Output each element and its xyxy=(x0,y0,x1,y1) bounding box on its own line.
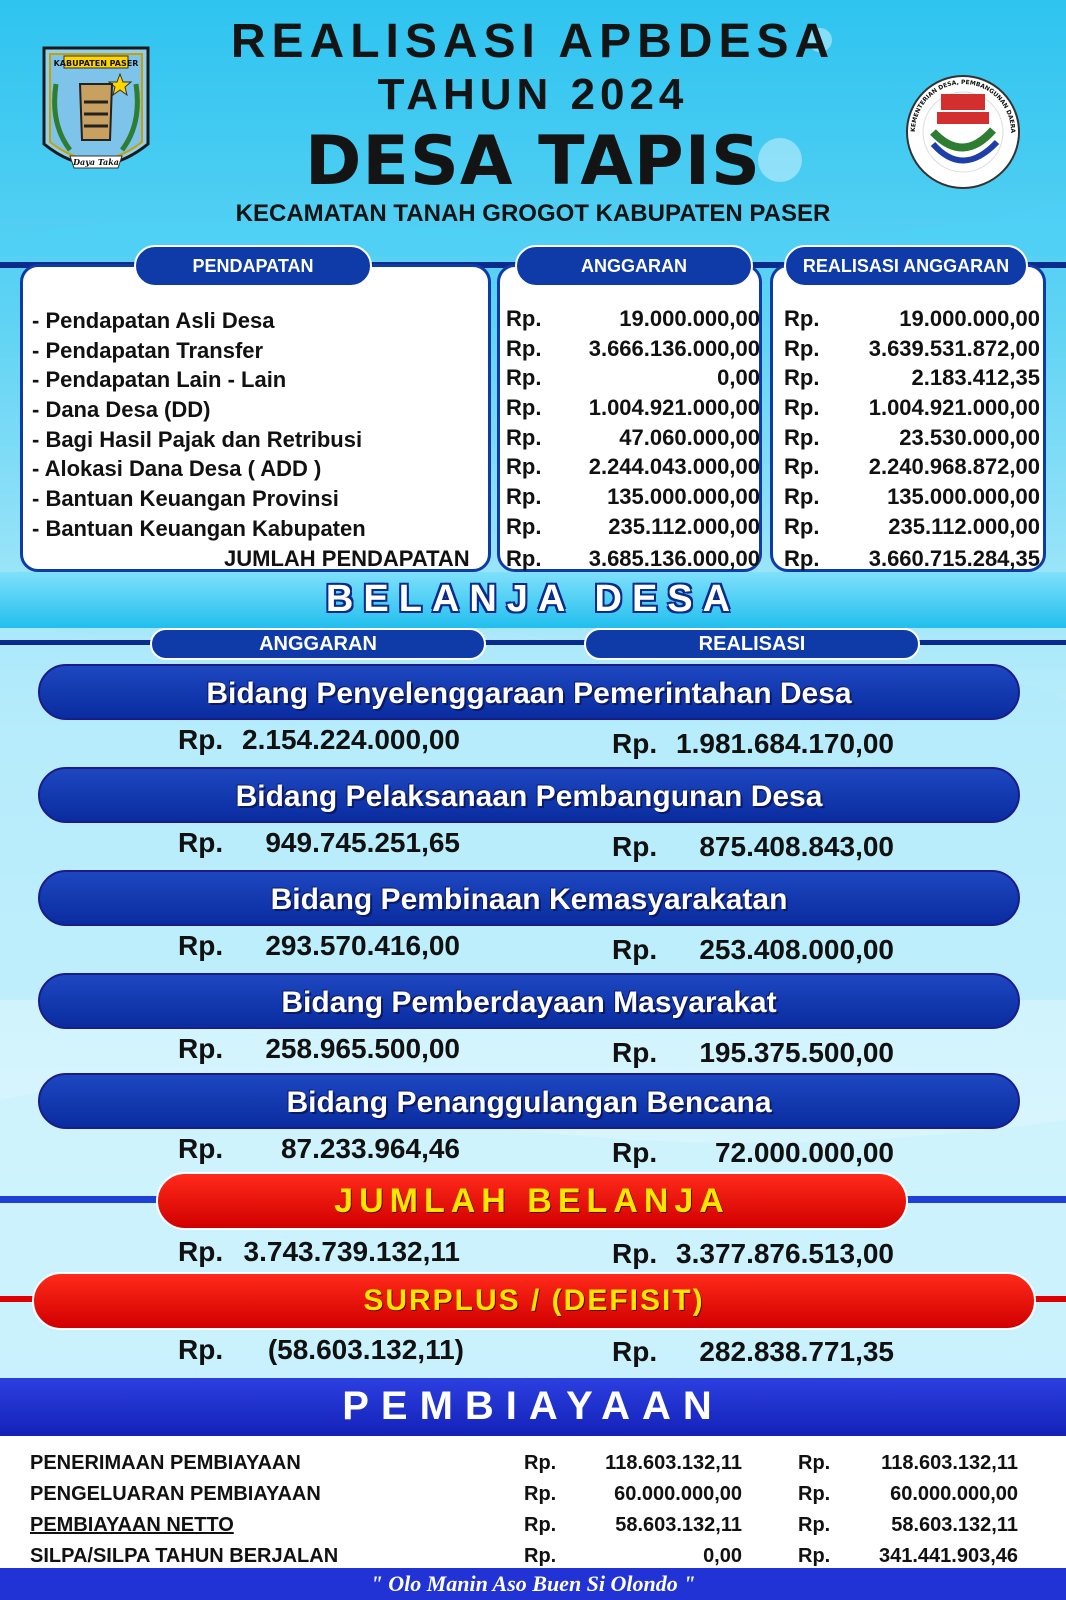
amount: 875.408.843,00 xyxy=(699,831,894,862)
bidang-banner: Bidang Pembinaan Kemasyarakatan xyxy=(38,870,1020,926)
pendapatan-row-label: - Bantuan Keuangan Kabupaten xyxy=(32,516,366,541)
amount: 3.377.876.513,00 xyxy=(676,1238,894,1269)
currency: Rp. xyxy=(612,1137,658,1168)
currency: Rp. xyxy=(178,1133,224,1164)
pembiayaan-title: PEMBIAYAAN xyxy=(342,1384,724,1428)
bidang-anggaran xyxy=(178,724,460,756)
pendapatan-row-label: - Pendapatan Asli Desa xyxy=(32,308,275,333)
amount: 293.570.416,00 xyxy=(265,930,460,961)
currency: Rp. xyxy=(612,1037,658,1068)
pembiayaan-row-realisasi xyxy=(798,1452,1018,1475)
amount: 0,00 xyxy=(717,365,760,390)
pendapatan-row-anggaran xyxy=(506,395,760,421)
amount: 235.112.000,00 xyxy=(888,514,1040,539)
title-village: DESA TAPIS xyxy=(304,122,762,201)
currency: Rp. xyxy=(612,934,658,965)
amount: 23.530.000,00 xyxy=(899,425,1040,450)
amount: 118.603.132,11 xyxy=(605,1452,742,1474)
pembiayaan-row-label: PENERIMAAN PEMBIAYAAN xyxy=(30,1452,301,1474)
currency: Rp. xyxy=(178,724,224,755)
currency: Rp. xyxy=(178,1334,224,1365)
title-line-1: REALISASI APBDESA xyxy=(230,15,836,68)
currency: Rp. xyxy=(178,930,224,961)
amount: 2.244.043.000,00 xyxy=(588,454,760,479)
pendapatan-row-realisasi xyxy=(784,365,1040,391)
pendapatan-row-label: - Alokasi Dana Desa ( ADD ) xyxy=(32,456,322,481)
amount: 72.000.000,00 xyxy=(714,1137,894,1168)
pendapatan-total-realisasi xyxy=(784,546,1040,572)
pendapatan-row-realisasi xyxy=(784,306,1040,332)
currency: Rp. xyxy=(178,1236,224,1267)
currency: Rp. xyxy=(784,454,820,479)
amount: 118.603.132,11 xyxy=(881,1452,1018,1474)
amount: 2.154.224.000,00 xyxy=(242,724,460,755)
currency: Rp. xyxy=(524,1514,557,1536)
jumlah-belanja-pill: JUMLAH BELANJA xyxy=(156,1172,908,1230)
pembiayaan-row-label: PEMBIAYAAN NETTO xyxy=(30,1514,234,1536)
currency: Rp. xyxy=(506,365,542,390)
amount: 1.004.921.000,00 xyxy=(868,395,1040,420)
amount: 1.981.684.170,00 xyxy=(676,728,894,759)
currency: Rp. xyxy=(506,306,542,331)
amount: (58.603.132,11) xyxy=(267,1334,464,1365)
amount: 3.666.136.000,00 xyxy=(588,336,760,361)
pendapatan-row-anggaran xyxy=(506,484,760,510)
title-line-2: TAHUN 2024 xyxy=(377,70,689,119)
logo-left-bottom-text: Daya Taka xyxy=(73,157,119,167)
pembiayaan-row-label: SILPA/SILPA TAHUN BERJALAN xyxy=(30,1545,339,1567)
amount: 135.000.000,00 xyxy=(887,484,1040,509)
pendapatan-row-realisasi xyxy=(784,484,1040,510)
amount: 19.000.000,00 xyxy=(619,306,760,331)
pendapatan-total-anggaran xyxy=(506,546,760,572)
currency: Rp. xyxy=(784,306,820,331)
currency: Rp. xyxy=(798,1545,831,1567)
amount: 60.000.000,00 xyxy=(890,1483,1018,1505)
title-subdistrict: KECAMATAN TANAH GROGOT KABUPATEN PASER xyxy=(235,200,831,227)
amount: 1.004.921.000,00 xyxy=(588,395,760,420)
pendapatan-row-realisasi xyxy=(784,336,1040,362)
currency: Rp. xyxy=(506,336,542,361)
currency: Rp. xyxy=(506,425,542,450)
pendapatan-row-anggaran xyxy=(506,425,760,451)
amount: 3.743.739.132,11 xyxy=(243,1236,460,1267)
pembiayaan-row-realisasi xyxy=(798,1514,1018,1537)
pendapatan-row-anggaran xyxy=(506,336,760,362)
pendapatan-row-anggaran xyxy=(506,514,760,540)
pendapatan-row-label: - Pendapatan Transfer xyxy=(32,338,264,363)
currency: Rp. xyxy=(612,728,658,759)
amount: 58.603.132,11 xyxy=(615,1514,742,1536)
pendapatan-header-pill: PENDAPATAN xyxy=(134,245,372,287)
pendapatan-row-anggaran xyxy=(506,306,760,332)
pendapatan-row-label: - Pendapatan Lain - Lain xyxy=(32,367,287,392)
amount: 341.441.903,46 xyxy=(878,1545,1018,1567)
amount: 3.639.531.872,00 xyxy=(868,336,1040,361)
amount: 19.000.000,00 xyxy=(899,306,1040,331)
currency: Rp. xyxy=(798,1483,831,1505)
pendapatan-row-realisasi xyxy=(784,454,1040,480)
pendapatan-row-realisasi xyxy=(784,395,1040,421)
bidang-banner: Bidang Pelaksanaan Pembangunan Desa xyxy=(38,767,1020,823)
surplus-realisasi xyxy=(612,1336,894,1368)
logo-right-ring-text: KEMENTERIAN DESA, PEMBANGUNAN DAERA xyxy=(909,78,1017,134)
pembiayaan-row-anggaran xyxy=(524,1545,742,1568)
currency: Rp. xyxy=(506,395,542,420)
realisasi-anggaran-header-pill: REALISASI ANGGARAN xyxy=(784,245,1028,287)
currency: Rp. xyxy=(506,454,542,479)
jumlah-belanja-anggaran xyxy=(178,1236,460,1268)
bidang-banner: Bidang Penanggulangan Bencana xyxy=(38,1073,1020,1129)
currency: Rp. xyxy=(612,1238,658,1269)
amount: 2.183.412,35 xyxy=(911,365,1040,390)
bidang-banner: Bidang Penyelenggaraan Pemerintahan Desa xyxy=(38,664,1020,720)
currency: Rp. xyxy=(524,1452,557,1474)
currency: Rp. xyxy=(798,1452,831,1474)
amount: 949.745.251,65 xyxy=(265,827,460,858)
currency: Rp. xyxy=(784,484,820,509)
anggaran-header-pill: ANGGARAN xyxy=(515,245,753,287)
bidang-anggaran xyxy=(178,1133,460,1165)
currency: Rp. xyxy=(784,395,820,420)
logo-left-top-text: KABUPATEN PASER xyxy=(53,59,139,68)
jumlah-belanja-realisasi xyxy=(612,1238,894,1270)
amount: 47.060.000,00 xyxy=(619,425,760,450)
bidang-realisasi xyxy=(612,1137,894,1169)
pendapatan-row-realisasi xyxy=(784,425,1040,451)
bidang-anggaran xyxy=(178,827,460,859)
pendapatan-total-label: JUMLAH PENDAPATAN xyxy=(224,546,470,571)
amount: 3.685.136.000,00 xyxy=(588,546,760,571)
amount: 3.660.715.284,35 xyxy=(868,546,1040,571)
footer-motto: " Olo Manin Aso Buen Si Olondo " xyxy=(0,1568,1066,1600)
kemendesa-logo xyxy=(893,72,1033,192)
pembiayaan-row-anggaran xyxy=(524,1452,742,1475)
amount: 135.000.000,00 xyxy=(607,484,760,509)
currency: Rp. xyxy=(784,336,820,361)
amount: 60.000.000,00 xyxy=(614,1483,742,1505)
amount: 0,00 xyxy=(703,1545,742,1567)
amount: 282.838.771,35 xyxy=(699,1336,894,1367)
pembiayaan-row-realisasi xyxy=(798,1545,1018,1568)
pendapatan-row-anggaran xyxy=(506,454,760,480)
pembiayaan-row-label: PENGELUARAN PEMBIAYAAN xyxy=(30,1483,321,1505)
currency: Rp. xyxy=(178,1033,224,1064)
pendapatan-row-label: - Bantuan Keuangan Provinsi xyxy=(32,486,339,511)
amount: 253.408.000,00 xyxy=(699,934,894,965)
surplus-pill: SURPLUS / (DEFISIT) xyxy=(32,1272,1036,1330)
bidang-realisasi xyxy=(612,934,894,966)
currency: Rp. xyxy=(784,365,820,390)
kabupaten-paser-logo xyxy=(40,44,152,186)
amount: 87.233.964,46 xyxy=(280,1133,460,1164)
amount: 195.375.500,00 xyxy=(699,1037,894,1068)
currency: Rp. xyxy=(784,425,820,450)
belanja-anggaran-pill: ANGGARAN xyxy=(150,628,486,660)
amount: 235.112.000,00 xyxy=(608,514,760,539)
currency: Rp. xyxy=(798,1514,831,1536)
pembiayaan-row-anggaran xyxy=(524,1483,742,1506)
bidang-banner: Bidang Pemberdayaan Masyarakat xyxy=(38,973,1020,1029)
currency: Rp. xyxy=(506,514,542,539)
currency: Rp. xyxy=(506,546,542,571)
amount: 2.240.968.872,00 xyxy=(868,454,1040,479)
currency: Rp. xyxy=(612,831,658,862)
currency: Rp. xyxy=(524,1483,557,1505)
currency: Rp. xyxy=(524,1545,557,1567)
belanja-desa-title: BELANJA DESA xyxy=(325,578,741,620)
currency: Rp. xyxy=(506,484,542,509)
currency: Rp. xyxy=(784,514,820,539)
currency: Rp. xyxy=(784,546,820,571)
pembiayaan-row-realisasi xyxy=(798,1483,1018,1506)
belanja-realisasi-pill: REALISASI xyxy=(584,628,920,660)
amount: 58.603.132,11 xyxy=(891,1514,1018,1536)
bidang-realisasi xyxy=(612,1037,894,1069)
bidang-realisasi xyxy=(612,831,894,863)
bidang-anggaran xyxy=(178,930,460,962)
bidang-anggaran xyxy=(178,1033,460,1065)
pendapatan-row-realisasi xyxy=(784,514,1040,540)
pembiayaan-row-anggaran xyxy=(524,1514,742,1537)
currency: Rp. xyxy=(612,1336,658,1367)
pendapatan-row-anggaran xyxy=(506,365,760,391)
pendapatan-row-label: - Dana Desa (DD) xyxy=(32,397,211,422)
currency: Rp. xyxy=(178,827,224,858)
pendapatan-row-label: - Bagi Hasil Pajak dan Retribusi xyxy=(32,427,363,452)
bidang-realisasi xyxy=(612,728,894,760)
surplus-anggaran xyxy=(178,1334,464,1366)
amount: 258.965.500,00 xyxy=(265,1033,460,1064)
